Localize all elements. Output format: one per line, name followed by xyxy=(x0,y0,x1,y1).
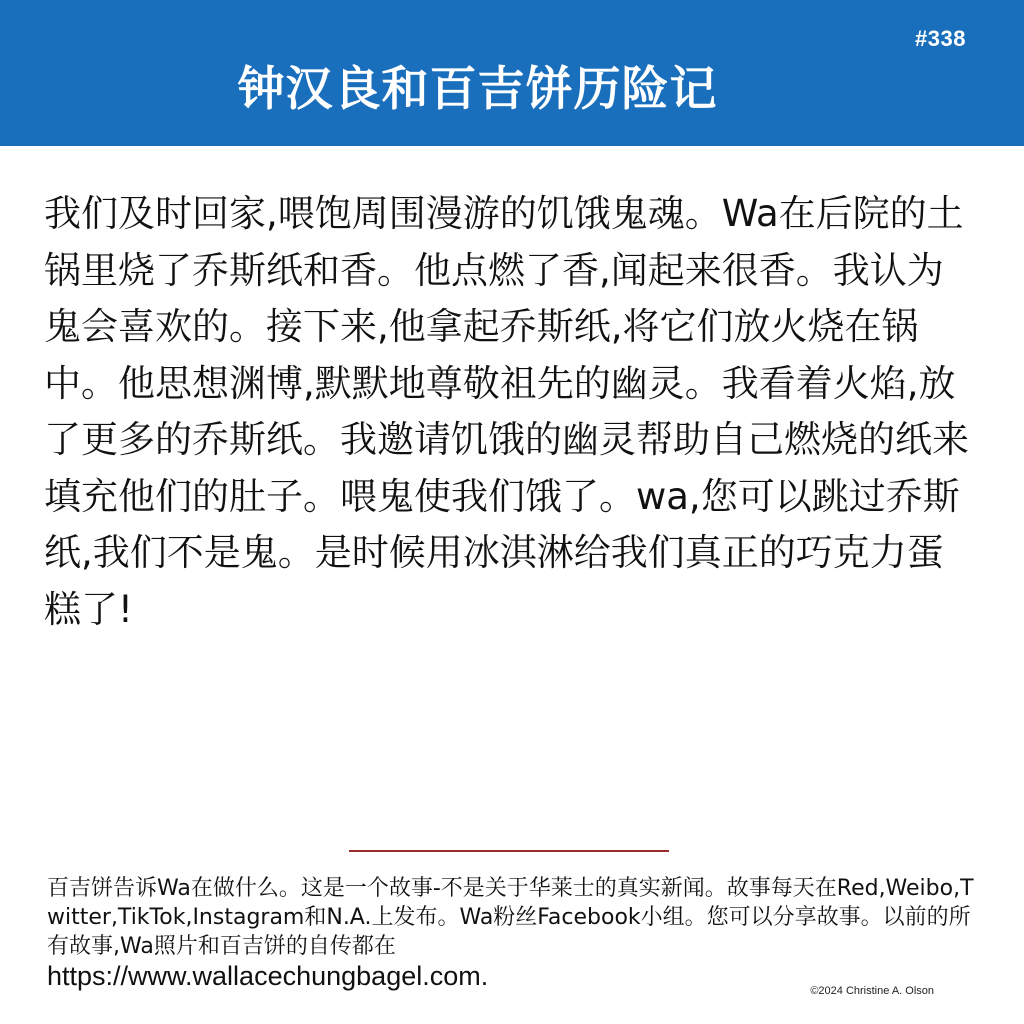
issue-number: #338 xyxy=(915,26,966,51)
copyright: ©2024 Christine A. Olson xyxy=(810,985,934,997)
footer-note xyxy=(47,874,977,992)
website-link[interactable]: https://www.wallacechungbagel.com. xyxy=(47,961,489,991)
story-text: 我们及时回家,喂饱周围漫游的饥饿鬼魂。Wa在后院的土锅里烧了乔斯纸和香。他点燃了香,闻起来很香。我认为鬼会喜欢的。接下来,他拿起乔斯纸,将它们放火烧在锅中。他思想渊博,默默地尊敬祖先的幽灵。我看着火焰,放了更多的乔斯纸。我邀请饥饿的幽灵帮助自己燃烧的纸来填充他们的肚子。喂鬼使我们饿了。wa,您可以跳过乔斯纸,我们不是鬼。是时候用冰淇淋给我们真正的巧克力蛋糕了! xyxy=(44,192,969,631)
divider xyxy=(349,850,669,852)
footer-text: 百吉饼告诉Wa在做什么。这是一个故事-不是关于华莱士的真实新闻。故事每天在Red,Weibo,Twitter,TikTok,Instagram和N.A.上发布。Wa粉丝Facebook小组。您可以分享故事。以前的所有故事,Wa照片和百吉饼的自传都在 xyxy=(47,876,974,959)
header-banner xyxy=(0,0,1024,146)
page-title: 钟汉良和百吉饼历险记 xyxy=(237,62,718,117)
